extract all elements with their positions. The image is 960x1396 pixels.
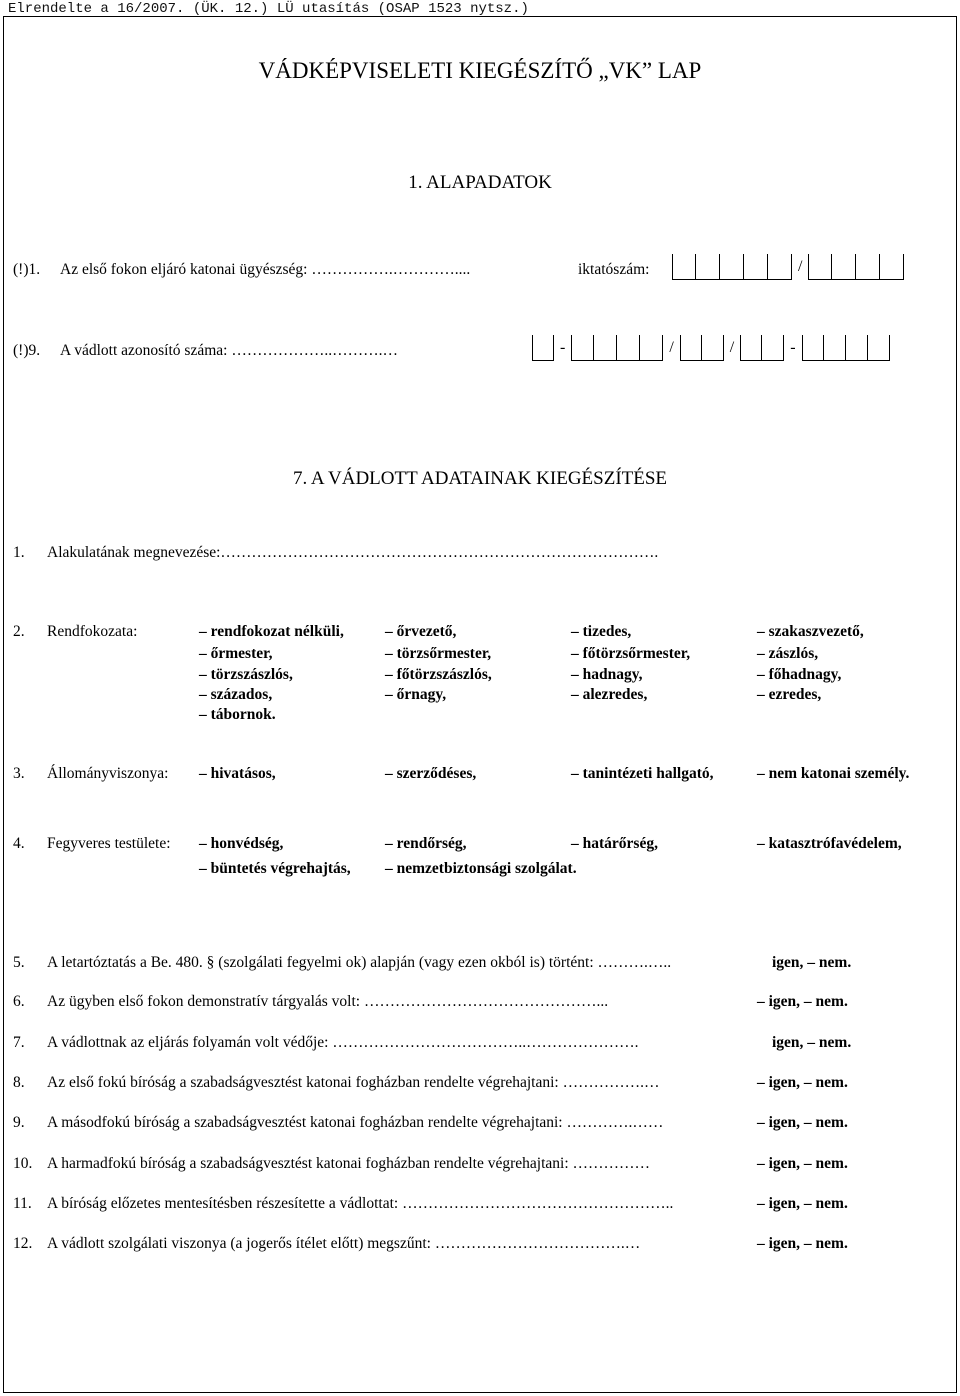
section-alapadatok-title: 1. ALAPADATOK: [408, 172, 552, 193]
digit-box[interactable]: [744, 254, 768, 280]
question-text: A harmadfokú bíróság a szabadságvesztést katonai fogházban rendelte végrehajtani: ……………: [47, 1155, 651, 1172]
slash-separator: /: [798, 258, 803, 275]
vadlott-azonosito-boxes[interactable]: [532, 335, 890, 361]
rank-option[interactable]: – törzszászlós,: [199, 666, 293, 683]
digit-box[interactable]: [532, 335, 554, 361]
item-4-number: 4.: [13, 835, 25, 852]
digit-box[interactable]: [824, 335, 846, 361]
slash-separator: /: [669, 339, 674, 356]
rank-option[interactable]: – ezredes,: [757, 686, 822, 703]
question-number: 7.: [13, 1034, 25, 1051]
item-1-label[interactable]: Alakulatának megnevezése:………………………………………………………………………….: [47, 544, 659, 561]
item-3-label: Állományviszonya:: [47, 765, 169, 782]
page-frame: [3, 16, 957, 1393]
dash-separator: -: [790, 339, 796, 356]
field-1-label: Az első fokon eljáró katonai ügyészség: …………….…………....: [60, 261, 471, 278]
rank-option[interactable]: – törzsőrmester,: [385, 645, 492, 662]
rank-option[interactable]: – szakaszvezető,: [757, 623, 864, 640]
rank-option[interactable]: – százados,: [199, 686, 273, 703]
testulet-option[interactable]: – katasztrófavédelem,: [757, 835, 902, 852]
rank-option[interactable]: – őrmester,: [199, 645, 273, 662]
question-text: A bíróság előzetes mentesítésben részesítette a vádlottat: ……………………………………………..: [47, 1195, 674, 1212]
question-number: 9.: [13, 1114, 25, 1131]
testulet-option[interactable]: – határőrség,: [571, 835, 658, 852]
testulet-option[interactable]: – nemzetbiztonsági szolgálat.: [385, 860, 577, 877]
field-9-number: (!)9.: [13, 342, 41, 359]
question-text: Az első fokú bíróság a szabadságvesztést katonai fogházban rendelte végrehajtani: …………….…: [47, 1074, 660, 1091]
item-1-number: 1.: [13, 544, 25, 561]
question-number: 12.: [13, 1235, 33, 1252]
question-text: Az ügyben első fokon demonstratív tárgyalás volt: ………………………………………...: [47, 993, 609, 1010]
rank-option[interactable]: – alezredes,: [571, 686, 648, 703]
question-number: 8.: [13, 1074, 25, 1091]
question-text: A másodfokú bíróság a szabadságvesztést katonai fogházban rendelte végrehajtani: ………….……: [47, 1114, 664, 1131]
allomanyviszony-option[interactable]: – szerződéses,: [385, 765, 477, 782]
rank-option[interactable]: – főhadnagy,: [757, 666, 842, 683]
digit-box[interactable]: [762, 335, 784, 361]
digit-box[interactable]: [594, 335, 617, 361]
digit-box[interactable]: [832, 254, 856, 280]
digit-box[interactable]: [868, 335, 890, 361]
allomanyviszony-option[interactable]: – hivatásos,: [199, 765, 276, 782]
header-note: Elrendelte a 16/2007. (ÜK. 12.) LÜ utasítás (OSAP 1523 nytsz.): [8, 1, 529, 17]
digit-box[interactable]: [696, 254, 720, 280]
iktatoszam-label: iktatószám:: [578, 261, 650, 278]
digit-box[interactable]: [740, 335, 762, 361]
field-1-number: (!)1.: [13, 261, 41, 278]
rank-option[interactable]: – őrvezető,: [385, 623, 457, 640]
item-2-label: Rendfokozata:: [47, 623, 138, 640]
item-4-label: Fegyveres testülete:: [47, 835, 171, 852]
allomanyviszony-option[interactable]: – tanintézeti hallgató,: [571, 765, 714, 782]
digit-box[interactable]: [880, 254, 904, 280]
rank-option[interactable]: – főtörzszászlós,: [385, 666, 492, 683]
digit-box[interactable]: [808, 254, 832, 280]
question-number: 6.: [13, 993, 25, 1010]
question-answer[interactable]: – igen, – nem.: [757, 1114, 848, 1131]
question-answer[interactable]: – igen, – nem.: [757, 1235, 848, 1252]
question-answer[interactable]: igen, – nem.: [772, 954, 852, 971]
digit-box[interactable]: [571, 335, 594, 361]
testulet-option[interactable]: – rendőrség,: [385, 835, 467, 852]
digit-box[interactable]: [702, 335, 724, 361]
field-9-label: A vádlott azonosító száma: ………………..……….…: [60, 342, 398, 359]
slash-separator: /: [729, 339, 735, 356]
item-3-number: 3.: [13, 765, 25, 782]
testulet-option[interactable]: – honvédség,: [199, 835, 284, 852]
testulet-option[interactable]: – büntetés végrehajtás,: [199, 860, 351, 877]
question-answer[interactable]: – igen, – nem.: [757, 1155, 848, 1172]
rank-option[interactable]: – rendfokozat nélküli,: [199, 623, 344, 640]
question-text: A vádlott szolgálati viszonya (a jogerős ítélet előtt) megszűnt: ……………………………….…: [47, 1235, 641, 1252]
question-text: A vádlottnak az eljárás folyamán volt védője: ………………………………..………………….: [47, 1034, 639, 1051]
digit-box[interactable]: [846, 335, 868, 361]
digit-box[interactable]: [720, 254, 744, 280]
question-answer[interactable]: igen, – nem.: [772, 1034, 852, 1051]
page-title: VÁDKÉPVISELETI KIEGÉSZÍTŐ „VK” LAP: [258, 58, 702, 83]
question-answer[interactable]: – igen, – nem.: [757, 1195, 848, 1212]
digit-box[interactable]: [680, 335, 702, 361]
question-text: A letartóztatás a Be. 480. § (szolgálati fegyelmi ok) alapján (vagy ezen okból is) történt: ……….…..: [47, 954, 672, 971]
digit-box[interactable]: [640, 335, 663, 361]
allomanyviszony-option[interactable]: – nem katonai személy.: [757, 765, 910, 782]
digit-box[interactable]: [802, 335, 824, 361]
question-number: 11.: [13, 1195, 32, 1212]
question-number: 10.: [13, 1155, 33, 1172]
digit-box[interactable]: [768, 254, 792, 280]
rank-option[interactable]: – főtörzsőrmester,: [571, 645, 691, 662]
item-2-number: 2.: [13, 623, 25, 640]
question-number: 5.: [13, 954, 25, 971]
digit-box[interactable]: [672, 254, 696, 280]
iktatoszam-boxes[interactable]: [672, 254, 904, 280]
rank-option[interactable]: – tizedes,: [571, 623, 632, 640]
question-answer[interactable]: – igen, – nem.: [757, 993, 848, 1010]
rank-option[interactable]: – hadnagy,: [571, 666, 643, 683]
rank-option[interactable]: – őrnagy,: [385, 686, 447, 703]
digit-box[interactable]: [856, 254, 880, 280]
question-answer[interactable]: – igen, – nem.: [757, 1074, 848, 1091]
digit-box[interactable]: [617, 335, 640, 361]
section-kiegeszites-title: 7. A VÁDLOTT ADATAINAK KIEGÉSZÍTÉSE: [292, 468, 668, 489]
rank-option[interactable]: – zászlós,: [757, 645, 819, 662]
rank-option[interactable]: – tábornok.: [199, 706, 276, 723]
dash-separator: -: [560, 339, 566, 356]
